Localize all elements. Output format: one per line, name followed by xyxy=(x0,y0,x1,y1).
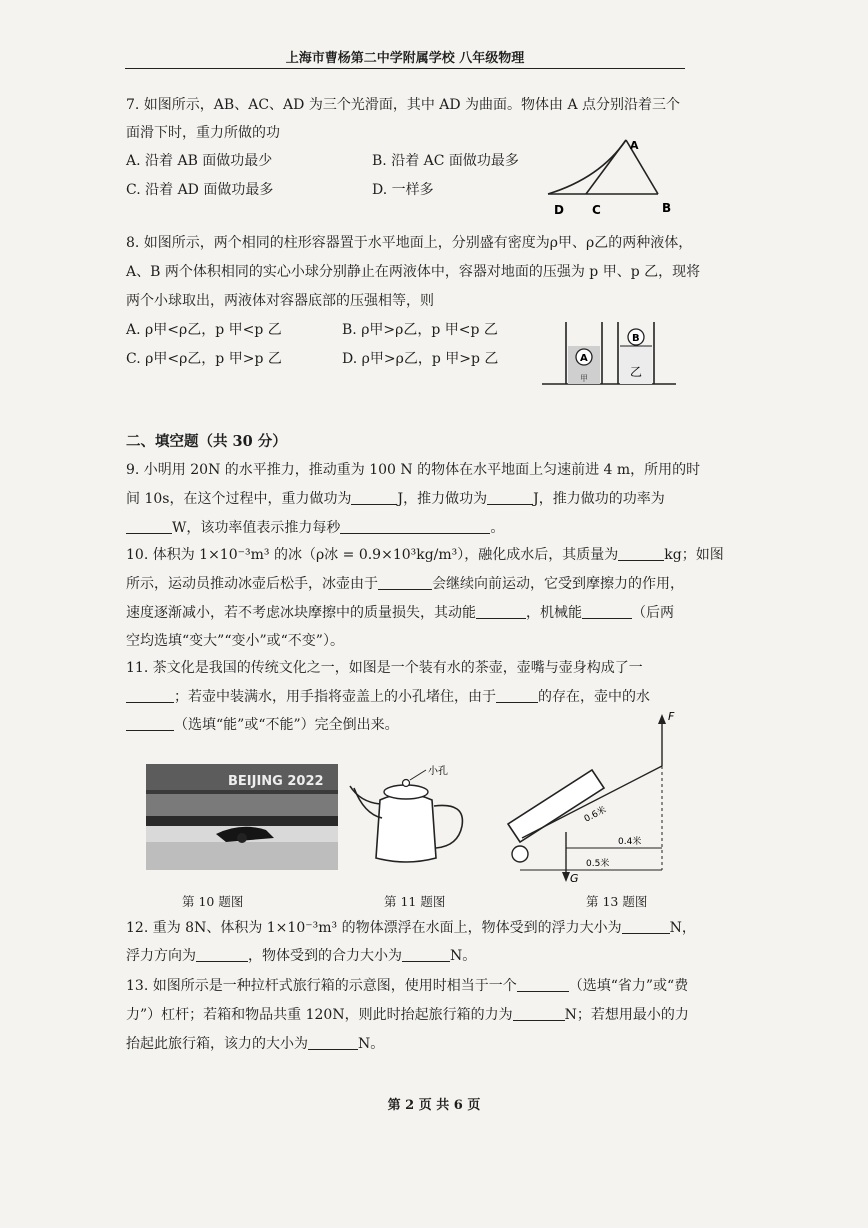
page-header: 上海市曹杨第二中学附属学校 八年级物理 xyxy=(285,51,525,66)
fig13-caption: 第 13 题图 xyxy=(586,894,648,909)
q10-stem-line2: 所示，运动员推动冰壶后松手，冰壶由于 会继续向前运动，它受到摩擦力的作用， xyxy=(126,570,684,598)
q11-blank-connector xyxy=(126,686,174,703)
q10-stem-line1: 10. 体积为 1×10⁻³m³ 的冰（ρ冰 = 0.9×10³kg/m³），融化成水后，其质量为 kg；如图 xyxy=(126,541,724,569)
q9-stem-line2: 间 10s，在这个过程中，重力做功为 J，推力做功为 J，推力做功的功率为 xyxy=(126,485,665,513)
q7-stem-line2: 面滑下时，重力所做的功 xyxy=(126,125,280,141)
q7-label-b: B xyxy=(662,201,672,215)
q7-label-a: A xyxy=(630,139,639,152)
q12-stem-line2: 浮力方向为 ，物体受到的合力大小为 N。 xyxy=(126,942,476,970)
q13-blank-lever-type xyxy=(517,975,569,992)
q13-dim-05: 0.5米 xyxy=(586,859,610,869)
q7-label-d: D xyxy=(554,203,564,217)
q9-blank-power xyxy=(126,517,172,534)
q10-curling-photo xyxy=(146,764,338,870)
q7-stem-line1: 7. 如图所示，AB、AC、AD 为三个光滑面，其中 AD 为曲面。物体由 A 点分别沿着三个 xyxy=(126,97,681,113)
q7-option-b: B. 沿着 AC 面做功最多 xyxy=(372,153,519,169)
q12-blank-buoyancy xyxy=(622,917,670,934)
q8-stem-line2: A、B 两个体积相同的实心小球分别静止在两液体中，容器对地面的压强为 p 甲、p 乙，现将 xyxy=(126,264,701,280)
q13-stem-line2: 力”）杠杆；若箱和物品共重 120N，则此时抬起旅行箱的力为 N；若想用最小的力 xyxy=(126,1001,689,1029)
q11-blank-can-pour xyxy=(126,714,174,731)
q10-stem-line3: 速度逐渐减小，若不考虑冰块摩擦中的质量损失，其动能 ，机械能 （后两 xyxy=(126,599,674,627)
q11-hole-label: 小孔 xyxy=(428,766,448,777)
q10-blank-inertia xyxy=(378,573,432,590)
page-footer: 第 2 页 共 6 页 xyxy=(387,1098,481,1113)
q13-force-g-label: G xyxy=(570,872,579,884)
fig11-caption: 第 11 题图 xyxy=(384,894,446,909)
q8-ball-b-label: B xyxy=(632,333,640,344)
q7-incline-figure xyxy=(540,132,680,220)
q7-option-a: A. 沿着 AB 面做功最少 xyxy=(126,153,273,169)
q7-label-c: C xyxy=(592,203,601,217)
q10-blank-mechanical xyxy=(582,602,632,619)
q8-ball-a-label: A xyxy=(580,353,588,364)
q8-stem-line3: 两个小球取出，两液体对容器底部的压强相等，则 xyxy=(126,293,434,309)
q10-blank-mass xyxy=(618,544,664,561)
q12-blank-direction xyxy=(196,945,248,962)
q13-blank-min-force xyxy=(308,1033,358,1050)
q8-containers-figure xyxy=(540,318,680,390)
q9-blank-gravity-work xyxy=(351,488,397,505)
q9-stem-line3: W，该功率值表示推力每秒 。 xyxy=(126,514,504,542)
q7-option-d: D. 一样多 xyxy=(372,182,434,198)
q11-teapot-figure xyxy=(346,762,470,872)
q7-option-c: C. 沿着 AD 面做功最多 xyxy=(126,182,274,198)
q8-stem-line1: 8. 如图所示，两个相同的柱形容器置于水平地面上，分别盛有密度为ρ甲、ρ乙的两种液体， xyxy=(126,235,693,251)
q11-blank-pressure xyxy=(496,686,538,703)
q8-label-yi: 乙 xyxy=(630,365,643,379)
q11-stem-line2: ；若壶中装满水，用手指将壶盖上的小孔堵住，由于 的存在，壶中的水 xyxy=(126,683,650,711)
q13-blank-lift-force xyxy=(513,1004,565,1021)
q9-blank-meaning xyxy=(340,517,490,534)
q12-stem-line1: 12. 重为 8N、体积为 1×10⁻³m³ 的物体漂浮在水面上，物体受到的浮力大小为 N， xyxy=(126,914,696,942)
q8-option-d: D. ρ甲>ρ乙，p 甲>p 乙 xyxy=(342,351,499,367)
q13-dim-04: 0.4米 xyxy=(618,837,642,847)
q10-blank-kinetic xyxy=(476,602,526,619)
header-divider xyxy=(125,68,685,69)
q8-option-a: A. ρ甲<ρ乙，p 甲<p 乙 xyxy=(126,322,282,338)
q8-option-b: B. ρ甲>ρ乙，p 甲<p 乙 xyxy=(342,322,498,338)
q9-stem-line1: 9. 小明用 20N 的水平推力，推动重为 100 N 的物体在水平地面上匀速前进 4 m，所用的时 xyxy=(126,462,701,478)
fig10-caption: 第 10 题图 xyxy=(182,894,244,909)
q13-luggage-figure xyxy=(498,708,688,884)
section-fill-in-title: 二、填空题（共 30 分） xyxy=(126,433,287,450)
q9-blank-push-work xyxy=(487,488,533,505)
q11-stem-line3: （选填“能”或“不能”）完全倒出来。 xyxy=(126,711,399,739)
q13-dim-06: 0.6米 xyxy=(582,805,609,825)
q10-stem-line4: 空均选填“变大”“变小”或“不变”）。 xyxy=(126,633,344,649)
q13-force-f-label: F xyxy=(668,710,675,723)
q10-beijing-logo-text: BEIJING 2022 xyxy=(228,774,324,789)
q11-stem-line1: 11. 茶文化是我国的传统文化之一，如图是一个装有水的茶壶，壶嘴与壶身构成了一 xyxy=(126,660,643,676)
q8-option-c: C. ρ甲<ρ乙，p 甲>p 乙 xyxy=(126,351,282,367)
q13-stem-line1: 13. 如图所示是一种拉杆式旅行箱的示意图，使用时相当于一个 （选填“省力”或“费 xyxy=(126,972,688,1000)
q8-label-jia: 甲 xyxy=(580,374,588,383)
q13-stem-line3: 抬起此旅行箱，该力的大小为 N。 xyxy=(126,1030,384,1058)
q12-blank-net-force xyxy=(402,945,450,962)
